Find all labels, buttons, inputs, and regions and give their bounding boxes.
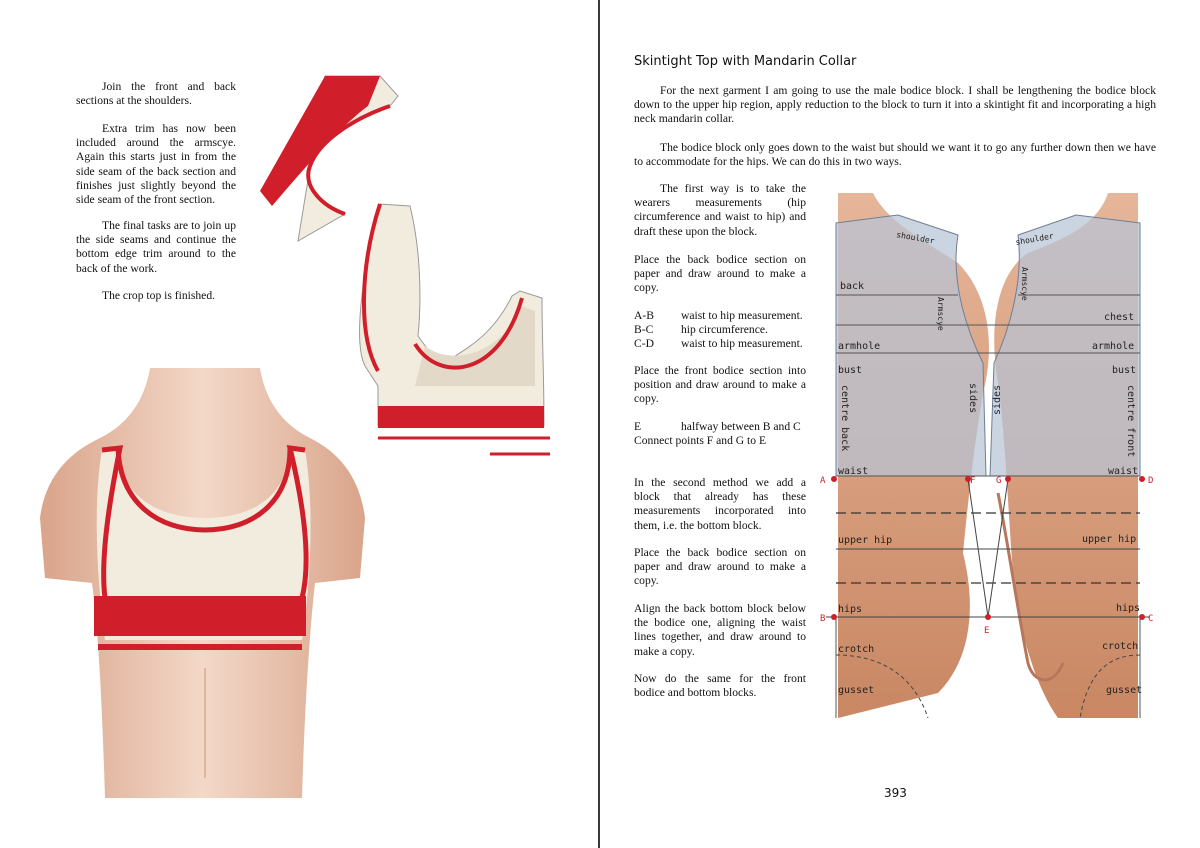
text-second-method: In the second method we add a block that already has these measurements incorporated into them, i.e. the bottom block. [634,476,806,532]
measurement-ab: A-B waist to hip measurement. [634,309,803,322]
text-crop-top-finished: The crop top is finished. [102,289,216,302]
label-armscye-right: Armscye [1020,267,1029,301]
text-final-tasks: The final tasks are to join up the side seams and continue the bottom edge trim around to the back of the work. [76,219,236,275]
point-d: D [1148,476,1154,486]
crop-top-red-band [94,596,306,636]
label-hips-left: hips [838,604,863,615]
label-armhole-left: armhole [838,341,881,352]
text-same-front: Now do the same for the front bodice and bottom blocks. [634,672,806,700]
label-bust-right: bust [1112,365,1137,376]
text-place-front: Place the front bodice section into position and draw around to make a copy. [634,364,806,406]
text-connect: Connect points F and G to E [634,434,767,447]
point-b: B [820,614,826,624]
label-shoulder-right: shoulder [1014,231,1055,247]
label-sides-right: sides [992,384,1003,415]
label-gusset-left: gusset [838,685,875,696]
text-join-shoulders: Join the front and back sections at the shoulders. [76,80,236,108]
measurement-e: E halfway between B and C [634,420,801,433]
label-upper-hip-left: upper hip [838,535,893,546]
text-place-back: Place the back bodice section on paper and draw around to make a copy. [634,253,806,295]
label-shoulder-left: shoulder [895,230,936,246]
label-centre-front: centre front [1125,385,1136,458]
bodice-block-diagram [818,193,1158,718]
point-g: G [996,476,1002,486]
page-number: 393 [884,786,907,800]
label-armscye-left: Armscye [936,297,945,331]
label-bust-left: bust [838,365,863,376]
label-crotch-left: crotch [838,644,875,655]
line-f-e [968,479,988,617]
text-align-blocks: Align the back bottom block below the bodice one, aligning the waist lines together, and draw around to make a copy. [634,602,806,658]
text-place-back-2: Place the back bodice section on paper and draw around to make a copy. [634,546,806,588]
text-first-way: The first way is to take the wearers measurements (hip circumference and waist to hip) and draft these upon the block. [634,182,806,238]
label-sides-left: sides [967,383,978,414]
measurement-cd: C-D waist to hip measurement. [634,337,803,350]
text-extra-trim: Extra trim has now been included around the armscye. Again this starts just in from the side seam of the back section and finishes just slightly beyond the side seam of the front section. [76,122,236,207]
label-hips-right: hips [1116,603,1141,614]
label-back: back [840,281,865,292]
label-chest: chest [1104,312,1135,323]
label-waist-right: waist [1108,466,1139,477]
page-title: Skintight Top with Mandarin Collar [634,54,857,69]
text-intro-2: The bodice block only goes down to the waist but should we want it to go any further down then we have to accommodate for the hips. We can do this in two ways. [634,141,1156,169]
label-centre-back: centre back [839,385,850,452]
front-bottom-band [378,406,544,428]
label-gusset-right: gusset [1106,685,1143,696]
point-e: E [984,626,990,636]
bottom-trim-line [378,438,550,454]
label-waist-left: waist [838,466,869,477]
back-trim [260,76,380,206]
point-f: F [970,476,976,486]
measurement-bc: B-C hip circumference. [634,323,768,336]
label-armhole-right: armhole [1092,341,1135,352]
point-a: A [820,476,826,486]
label-crotch-right: crotch [1102,641,1139,652]
point-c: C [1148,614,1154,624]
crop-top-body-illustration [40,368,370,798]
crop-top-bottom-trim [98,644,302,650]
text-intro-1: For the next garment I am going to use the male bodice block. I shall be lengthening the bodice block down to the upper hip region, apply reduction to the block to turn it into a skintight fit and incorporating a high neck mandarin collar. [634,84,1156,126]
label-upper-hip-right: upper hip [1082,534,1137,545]
